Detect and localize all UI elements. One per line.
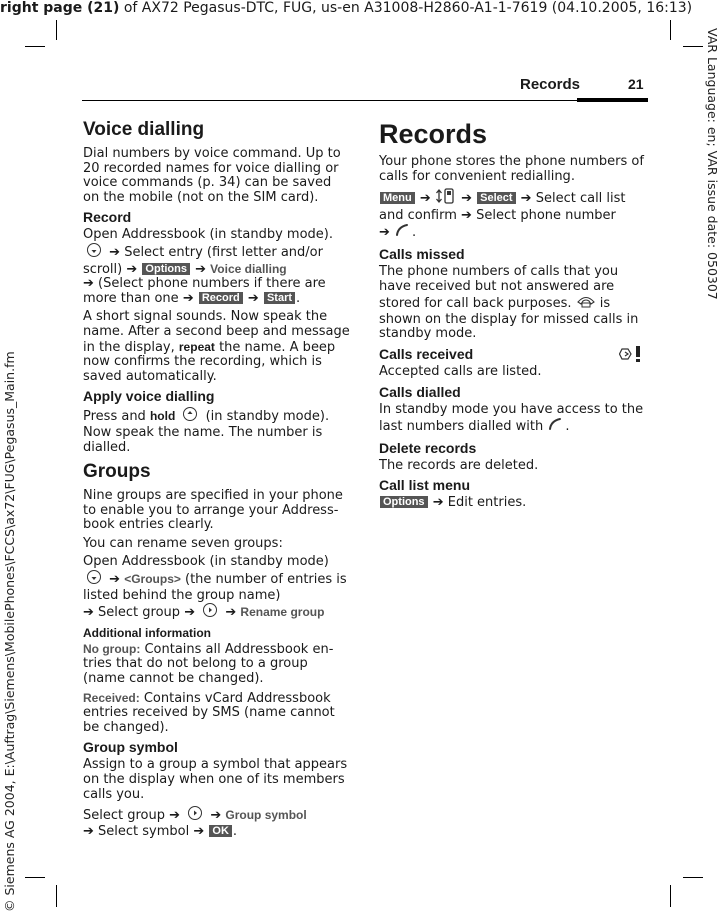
calls-received-heading	[379, 346, 645, 362]
arrow-icon: ➔	[109, 244, 121, 260]
voice-dialling-heading: Voice dialling	[83, 119, 205, 140]
crop-mark	[25, 877, 45, 878]
additional-info-heading: Additional information	[83, 625, 211, 640]
crop-mark	[56, 20, 57, 40]
select-softkey[interactable]: Select	[477, 192, 515, 204]
calls-received-title: Calls received	[379, 345, 474, 362]
repeat-keyword: repeat	[178, 339, 215, 354]
arrow-icon: ➔	[520, 190, 532, 206]
call-key-icon	[394, 223, 412, 242]
call-key-icon	[547, 417, 565, 436]
voice-dialling-menu-item[interactable]: Voice dialling	[210, 261, 287, 276]
calls-missed-text-part: The phone numbers of calls that you have received but not answered are stored for call back purposes.	[379, 263, 619, 311]
record-heading: Record	[83, 209, 132, 226]
apply-voice-dialling-text	[83, 407, 351, 455]
record-explanation-text: A short signal sounds. Now speak the name. After a second beep and message in the display,	[83, 309, 350, 355]
record-step-text: Select entry (first letter and/or scroll)	[83, 244, 323, 277]
group-symbol-step: Select group ➔ ➔ Group symbol ➔ Select symbol ➔ OK .	[83, 807, 307, 839]
received-group-info	[83, 691, 351, 736]
groups-step-text: Open Addressbook (in standby mode)	[83, 554, 329, 570]
nav-right-icon	[199, 603, 221, 622]
nav-down-icon	[83, 570, 105, 589]
arrow-icon: ➔	[461, 207, 472, 223]
records-heading: Records	[379, 119, 488, 149]
network-dependent-icon	[619, 345, 643, 366]
page-number: 21	[628, 76, 644, 92]
arrow-icon: ➔	[419, 190, 431, 206]
groups-heading: Groups	[83, 461, 151, 483]
side-text-left: © Siemens AG 2004, E:\Auftrag\Siemens\MobilePhones\FCCS\ax72\FUG\Pegasus_Main.fm	[2, 351, 17, 912]
crop-mark	[683, 46, 703, 47]
groups-step-text: (the number of entries is listed behind the group name)	[83, 571, 347, 603]
arrow-icon: ➔	[379, 225, 390, 241]
groups-rename-intro: You can rename seven groups:	[83, 535, 283, 551]
records-intro: Your phone stores the phone numbers of calls for convenient redialling.	[379, 154, 644, 184]
no-group-label: No group:	[83, 641, 141, 656]
arrow-icon: ➔	[195, 261, 207, 277]
missed-call-icon	[576, 294, 596, 313]
no-group-info	[83, 642, 351, 687]
options-softkey[interactable]: Options	[142, 263, 190, 275]
arrow-icon: ➔	[126, 261, 138, 277]
print-header-prefix: right page (21)	[0, 0, 120, 16]
record-step-text: (Select phone numbers if there are more than one	[83, 276, 326, 306]
apply-text: (in standby mode). Now speak the name. The number is dialled.	[83, 409, 330, 455]
arrow-icon: ➔	[432, 495, 444, 511]
nav-right-icon	[184, 806, 206, 825]
arrow-icon: ➔	[83, 605, 94, 621]
groups-step-text: Select group	[98, 605, 181, 621]
print-header-text: of AX72 Pegasus-DTC, FUG, us-en A31008-H2860-A1-1-7619 (04.10.2005, 16:13)	[119, 0, 693, 16]
crop-mark	[670, 20, 671, 40]
record-explanation	[83, 310, 351, 384]
print-header	[0, 0, 692, 16]
running-head: Records	[520, 76, 581, 93]
hold-keyword: hold	[149, 409, 176, 424]
voice-dialling-intro: Dial numbers by voice command. Up to 20 recorded names for voice dialling or voice commands (p. 34) can be saved on the mobile (not on the SIM card).	[83, 146, 341, 205]
calls-dialled-text-part: In standby mode you have access to the last numbers dialled with	[379, 401, 644, 434]
phone-list-icon	[435, 188, 457, 209]
arrow-icon: ➔	[169, 807, 181, 823]
records-step-text: Select phone number	[476, 207, 616, 223]
received-label: Received:	[83, 690, 140, 705]
record-step: Open Addressbook (in standby mode). ➔ Select entry (first letter and/or scroll) ➔ Options ➔ Voice dialling ➔ (Select phone numbers if there are more than one ➔ Record ➔ Start .	[83, 227, 333, 306]
group-symbol-step-text: Select group	[83, 807, 165, 823]
ok-softkey[interactable]: OK	[209, 825, 232, 837]
arrow-icon: ➔	[210, 807, 222, 823]
call-list-menu-text-part: Edit entries.	[447, 495, 527, 511]
calls-missed-text-part: is shown on the display for missed calls in standby mode.	[379, 295, 639, 342]
arrow-icon: ➔	[461, 190, 472, 206]
records-step-text: Select call list and confirm	[379, 190, 626, 223]
record-softkey[interactable]: Record	[199, 292, 243, 304]
calls-missed-text	[379, 265, 645, 342]
group-symbol-intro: Assign to a group a symbol that appears on the display when one of its members calls you.	[83, 757, 348, 802]
groups-step	[83, 555, 351, 621]
groups-menu-item[interactable]: <Groups>	[124, 571, 181, 586]
header-rule	[82, 100, 648, 101]
rename-group-menu-item[interactable]: Rename group	[240, 605, 325, 620]
calls-dialled-text: In standby mode you have access to the last numbers dialled with .	[379, 401, 644, 434]
records-step: Menu ➔ ➔ Select ➔ Select call list and confirm ➔ Select phone number ➔ .	[379, 188, 645, 242]
apply-text: Press and	[83, 409, 146, 425]
header-rule-accent	[577, 98, 648, 102]
group-symbol-heading: Group symbol	[83, 739, 178, 756]
group-symbol-step-text: Select symbol	[98, 823, 190, 839]
no-group-text: Contains all Addressbook en-tries that do not belong to a group (name cannot be changed).	[83, 641, 334, 687]
arrow-icon: ➔	[193, 823, 205, 839]
calls-missed-heading: Calls missed	[379, 245, 465, 262]
arrow-icon: ➔	[109, 571, 121, 587]
apply-voice-dialling-heading: Apply voice dialling	[83, 388, 215, 405]
arrow-icon: ➔	[83, 823, 94, 839]
groups-intro: Nine groups are specified in your phone to enable you to arrange your Address-book entries clearly.	[83, 488, 343, 533]
crop-mark	[56, 885, 57, 907]
menu-softkey[interactable]: Menu	[380, 192, 415, 204]
side-text-right: VAR Language: en; VAR issue date: 050307	[705, 28, 720, 300]
group-symbol-menu-item[interactable]: Group symbol	[225, 807, 307, 822]
arrow-icon: ➔	[184, 605, 196, 621]
nav-up-icon	[179, 407, 201, 426]
call-list-menu-heading: Call list menu	[379, 477, 471, 494]
record-explanation-text: the name. A beep now confirms the recording, which is saved automatically.	[83, 339, 336, 384]
start-softkey[interactable]: Start	[264, 292, 295, 304]
calls-dialled-heading: Calls dialled	[379, 383, 461, 400]
nav-down-icon	[83, 243, 105, 262]
crop-mark	[25, 46, 45, 47]
arrow-icon: ➔	[225, 605, 237, 621]
delete-records-heading: Delete records	[379, 439, 477, 456]
left-column	[83, 119, 351, 843]
call-list-menu-text	[379, 496, 645, 511]
crop-mark	[683, 877, 703, 878]
received-text: Contains vCard Addressbook entries received by SMS (name cannot be changed).	[83, 690, 335, 735]
record-step-text: Open Addressbook (in standby mode).	[83, 227, 333, 243]
delete-records-text: The records are deleted.	[379, 457, 539, 473]
crop-mark	[670, 885, 671, 907]
arrow-icon: ➔	[83, 276, 94, 292]
options-softkey[interactable]: Options	[380, 496, 428, 508]
calls-received-text: Accepted calls are listed.	[379, 363, 542, 379]
arrow-icon: ➔	[247, 290, 259, 306]
right-column	[379, 119, 645, 515]
arrow-icon: ➔	[182, 290, 194, 306]
